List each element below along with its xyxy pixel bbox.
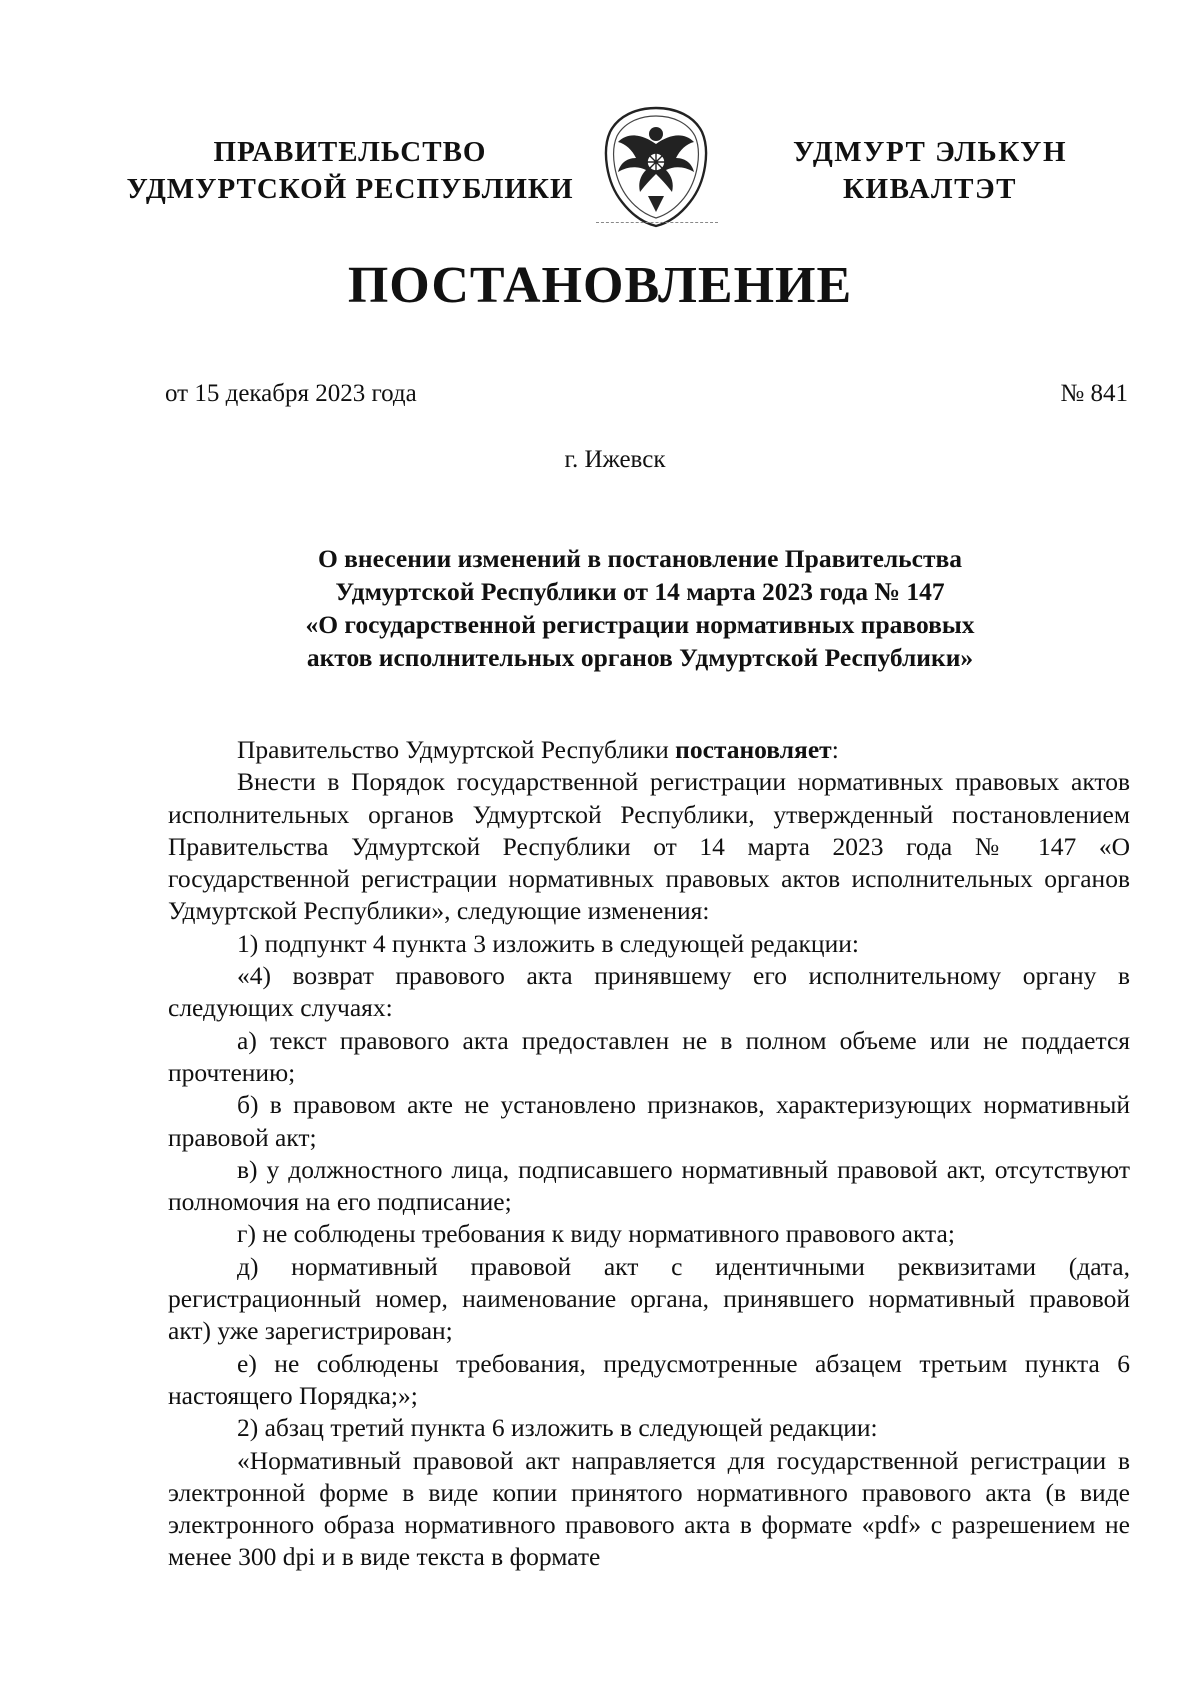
document-city: г. Ижевск	[564, 446, 666, 473]
header-left-line-2: УДМУРТСКОЙ РЕСПУБЛИКИ	[126, 173, 574, 205]
paragraph-5: б) в правовом акте не установлено признаков, характеризующих нормативный правовой акт;	[168, 1090, 1130, 1152]
intro-prefix: Правительство Удмуртской Республики	[237, 735, 676, 764]
intro-paragraph	[168, 734, 1130, 766]
paragraph-2: 1) подпункт 4 пункта 3 изложить в следующей редакции:	[237, 928, 859, 958]
header-right-line-2: КИВАЛТЭТ	[842, 173, 1017, 205]
document-date: от 15 декабря 2023 года	[165, 380, 417, 407]
paragraph-1: Внести в Порядок государственной регистрации нормативных правовых актов исполнительных органов Удмуртской Республики, утвержденный постановлением Правительства Удмуртской Республики от 14 марта 2023 года № 147 «О государственной регистрации нормативных правовых актов исполнительных органов Удмуртской Республики», следующие изменения:	[168, 767, 1130, 926]
paragraph-4: а) текст правового акта предоставлен не в полном объеме или не поддается прочтению;	[168, 1025, 1130, 1087]
document-number: № 841	[1060, 380, 1128, 407]
document-body	[168, 734, 1130, 1574]
document-subject	[160, 542, 1120, 674]
subject-line-3: «О государственной регистрации нормативных правовых	[305, 610, 975, 639]
subject-line-1: О внесении изменений в постановление Правительства	[317, 544, 963, 573]
paragraph-10: 2) абзац третий пункта 6 изложить в следующей редакции:	[237, 1413, 878, 1443]
paragraph-8: д) нормативный правовой акт с идентичными реквизитами (дата, регистрационный номер, наименование органа, принявшего нормативный правовой акт) уже зарегистрирован;	[168, 1251, 1130, 1346]
paragraph-3: «4) возврат правового акта принявшему его исполнительному органу в следующих случаях:	[168, 961, 1130, 1023]
subject-line-4: актов исполнительных органов Удмуртской Республики»	[306, 643, 974, 672]
subject-line-2: Удмуртской Республики от 14 марта 2023 года № 147	[335, 577, 945, 606]
document-type-title: ПОСТАНОВЛЕНИЕ	[347, 257, 853, 314]
paragraph-9: е) не соблюдены требования, предусмотренные абзацем третьим пункта 6 настоящего Порядка;»;	[168, 1348, 1130, 1410]
intro-suffix: :	[831, 735, 839, 764]
government-name-udmurt	[770, 134, 1090, 208]
emblem-underline	[596, 222, 718, 223]
paragraph-11: «Нормативный правовой акт направляется для государственной регистрации в электронной форме в виде копии принятого нормативного правового акта (в виде электронного образа нормативного правового акта в формате «pdf» с разрешением не менее 300 dpi и в виде текста в формате	[168, 1445, 1130, 1572]
paragraph-6: в) у должностного лица, подписавшего нормативный правовой акт, отсутствуют полномочия на его подписание;	[168, 1154, 1130, 1217]
government-name-russian	[120, 134, 580, 208]
paragraph-7: г) не соблюдены требования к виду нормативного правового акта;	[237, 1219, 955, 1249]
header-left-line-1: ПРАВИТЕЛЬСТВО	[213, 136, 487, 168]
header-right-line-1: УДМУРТ ЭЛЬКУН	[792, 136, 1068, 168]
udmurt-coat-of-arms-icon	[596, 104, 716, 230]
intro-bold: постановляет	[675, 735, 832, 764]
